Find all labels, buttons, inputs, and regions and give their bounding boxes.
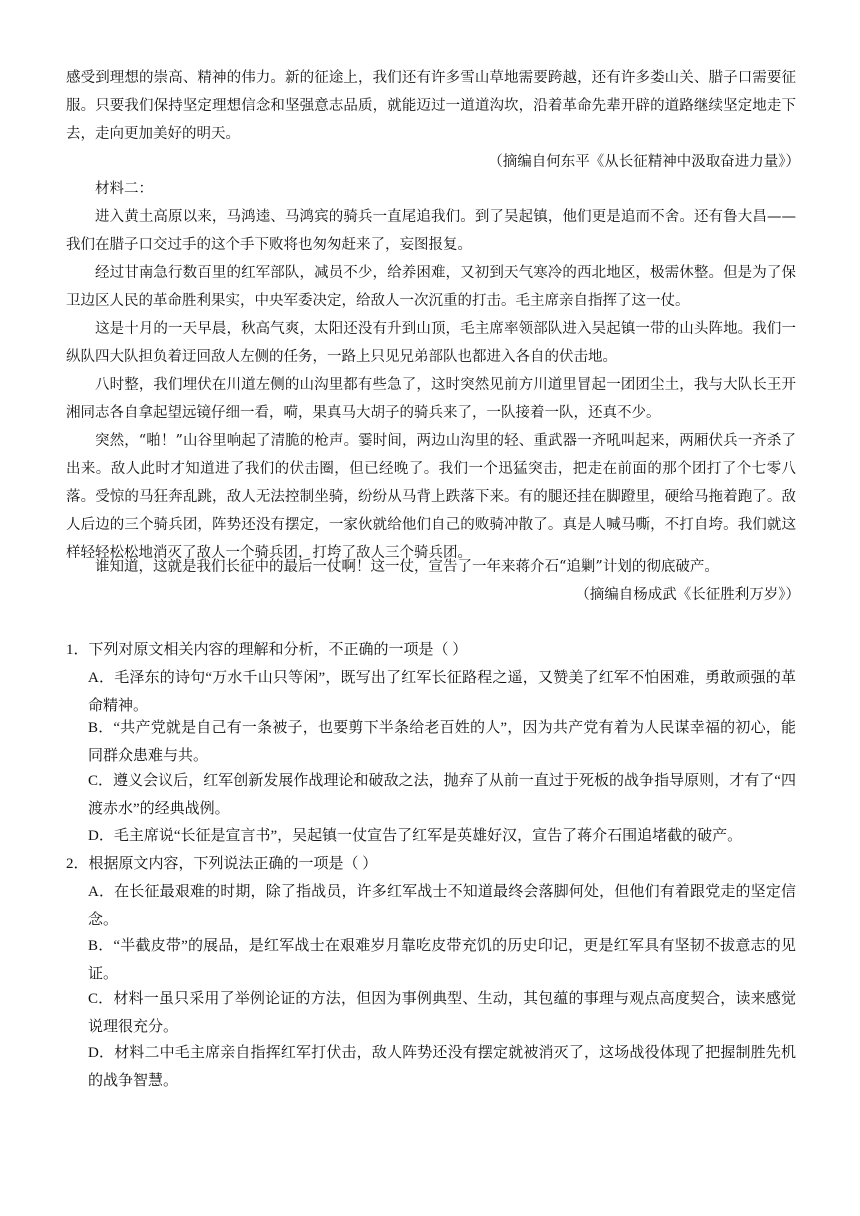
material1-tail-paragraph: 感受到理想的崇高、精神的伟力。新的征途上，我们还有许多雪山草地需要跨越，还有许多娄山关、腊子口需要征服。只要我们保持坚定理想信念和坚强意志品质，就能迈过一道道沟坎，沿着革命先辈开辟的道路继续坚定地走下去，走向更加美好的明天。 [66, 70, 796, 142]
question-1-option-d: D．毛主席说“长征是宣言书”，吴起镇一仗宣告了红军是英雄好汉，宣告了蒋介石围追堵截的破产。 [88, 828, 743, 844]
material2-paragraph: 谁知道，这就是我们长征中的最后一仗啊！这一仗，宣告了一年来蒋介石“追剿”计划的彻底破产。 [95, 559, 719, 575]
question-2-option-c: C．材料一虽只采用了举例论证的方法，但因为事例典型、生动，其包蕴的事理与观点高度契合，读来感觉说理很充分。 [88, 991, 796, 1035]
material2-paragraph: 这是十月的一天早晨，秋高气爽，太阳还没有升到山顶，毛主席率领部队进入吴起镇一带的山头阵地。我们一纵队四大队担负着迂回敌人左侧的任务，一路上只见兄弟部队也都进入各自的伏击地。 [66, 321, 796, 365]
question-1-option-a: A．毛泽东的诗句“万水千山只等闲”，既写出了红军长征路程之遥，又赞美了红军不怕困难，勇敢顽强的革命精神。 [88, 670, 796, 714]
material2-paragraph: 经过甘南急行数百里的红军部队，减员不少，给养困难，又初到天气寒冷的西北地区，极需休整。但是为了保卫边区人民的革命胜利果实，中央军委决定，给敌人一次沉重的打击。毛主席亲自指挥了这一仗。 [66, 265, 796, 309]
question-2-option-b: B．“半截皮带”的展品，是红军战士在艰难岁月靠吃皮带充饥的历史印记，更是红军具有坚韧不拔意志的见证。 [88, 938, 796, 982]
material2-paragraph: 八时整，我们埋伏在川道左侧的山沟里都有些急了，这时突然见前方川道里冒起一团团尘土，我与大队长王开湘同志各自拿起望远镜仔细一看，嗬，果真马大胡子的骑兵来了，一队接着一队，还真不少。 [66, 377, 796, 421]
question-2-stem: 2．根据原文内容，下列说法正确的一项是（ ） [66, 856, 378, 872]
material2-paragraph: 突然，“啪！”山谷里响起了清脆的枪声。霎时间，两边山沟里的轻、重武器一齐吼叫起来，两厢伏兵一齐杀了出来。敌人此时才知道进了我们的伏击圈，但已经晚了。我们一个迅猛突击，把走在前面的那个团打了个七零八落。受惊的马狂奔乱跳，敌人无法控制坐骑，纷纷从马背上跌落下来。有的腿还挂在脚蹬里，硬给马拖着跑了。敌人后边的三个骑兵团，阵势还没有摆定，一家伙就给他们自己的败骑冲散了。真是人喊马嘶，不打自垮。我们就这样轻轻松松地消灭了敌人一个骑兵团，打垮了敌人三个骑兵团。 [66, 433, 796, 561]
question-1-option-c: C．遵义会议后，红军创新发展作战理论和破敌之法，抛弃了从前一直过于死板的战争指导原则，才有了“四渡赤水”的经典战例。 [88, 773, 796, 817]
material2-title: 材料二： [95, 181, 153, 197]
question-1-option-b: B．“共产党就是自己有一条被子，也要剪下半条给老百姓的人”，因为共产党有着为人民谋幸福的初心，能同群众患难与共。 [88, 720, 796, 764]
material2-paragraph: 进入黄土高原以来，马鸿逵、马鸿宾的骑兵一直尾追我们。到了吴起镇，他们更是追而不舍。还有鲁大昌——我们在腊子口交过手的这个手下败将也匆匆赶来了，妄图报复。 [66, 209, 796, 253]
question-2-option-d: D．材料二中毛主席亲自指挥红军打伏击，敌人阵势还没有摆定就被消灭了，这场战役体现了把握制胜先机的战争智慧。 [88, 1045, 796, 1089]
source-citation-1: （摘编自何东平《从长征精神中汲取奋进力量》） [488, 154, 800, 170]
source-citation-2: （摘编自杨成武《长征胜利万岁》） [575, 587, 800, 603]
question-2-option-a: A．在长征最艰难的时期，除了指战员，许多红军战士不知道最终会落脚何处，但他们有着跟党走的坚定信念。 [88, 884, 796, 928]
question-1-stem: 1．下列对原文相关内容的理解和分析，不正确的一项是（ ） [66, 642, 468, 658]
